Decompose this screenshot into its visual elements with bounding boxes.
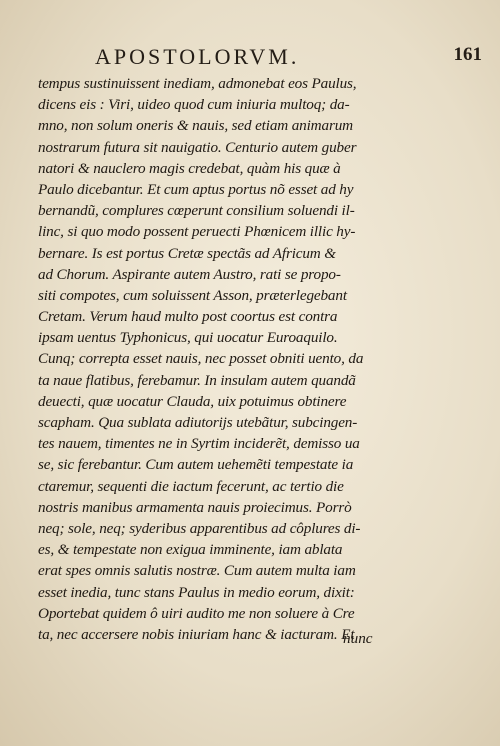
text-line: se, sic ferebantur. Cum autem uehemẽti tempestate ia [38, 456, 354, 474]
text-line: esset inedia, tunc stans Paulus in medio eorum, dixit: [38, 583, 355, 601]
text-line: linc, si quo modo possent peruecti Phœnicem illic hy- [38, 223, 356, 241]
text-line: bernandũ, complures cœperunt consilium soluendi il- [38, 202, 355, 220]
text-line: siti compotes, cum soluissent Asson, præterlegebant [38, 286, 347, 304]
text-line: dicens eis : Viri, uideo quod cum iniuria multoq; da- [38, 96, 350, 114]
running-title: APOSTOLORVM. [95, 44, 300, 69]
text-line: ipsam uentus Typhonicus, qui uocatur Euroaquilo. [38, 329, 338, 347]
text-line: natori & nauclero magis credebat, quàm his quæ à [38, 159, 341, 177]
text-line: es, & tempestate non exigua imminente, iam ablata [38, 541, 343, 559]
text-line: nostris manibus armamenta nauis proiecimus. Porrò [38, 498, 352, 516]
text-line: ta naue flatibus, ferebamur. In insulam autem quandã [38, 371, 356, 389]
text-line: Oportebat quidem ô uiri audito me non soluere à Cre [38, 604, 355, 622]
text-line: ctaremur, sequenti die iactum fecerunt, ac tertio die [38, 477, 344, 495]
text-line: ta, nec accersere nobis iniuriam hanc & iacturam. Et [38, 625, 355, 643]
catchword: nunc [343, 630, 373, 647]
text-line: nostrarum futura sit nauigatio. Centurio autem guber [38, 138, 357, 156]
text-line: ad Chorum. Aspirante autem Austro, rati se propo- [38, 265, 341, 283]
text-line: erat spes omnis salutis nostræ. Cum autem multa iam [38, 562, 356, 580]
text-line: mno, non solum oneris & nauis, sed etiam animarum [38, 117, 353, 135]
text-line: Cunq; correpta esset nauis, nec posset obniti uento, da [38, 350, 364, 368]
text-line: tempus sustinuissent inediam, admonebat eos Paulus, [38, 75, 357, 92]
body-text [38, 73, 383, 645]
text-line: Paulo dicebantur. Et cum aptus portus nõ esset ad hy [38, 180, 354, 198]
text-line: scapham. Qua sublata adiutorijs utebãtur, subcingen- [38, 414, 358, 431]
text-line: bernare. Is est portus Cretæ spectãs ad Africum & [38, 244, 336, 262]
text-line: tes nauem, timentes ne in Syrtim inciderẽt, demisso ua [38, 435, 360, 453]
page-number: 161 [453, 44, 482, 65]
text-line: neq; sole, neq; syderibus apparentibus ad côplures di- [38, 519, 361, 537]
page-header [95, 44, 482, 72]
text-line: Cretam. Verum haud multo post coortus est contra [38, 308, 338, 326]
text-line: deuecti, quæ uocatur Clauda, uix potuimus obtinere [38, 392, 347, 410]
